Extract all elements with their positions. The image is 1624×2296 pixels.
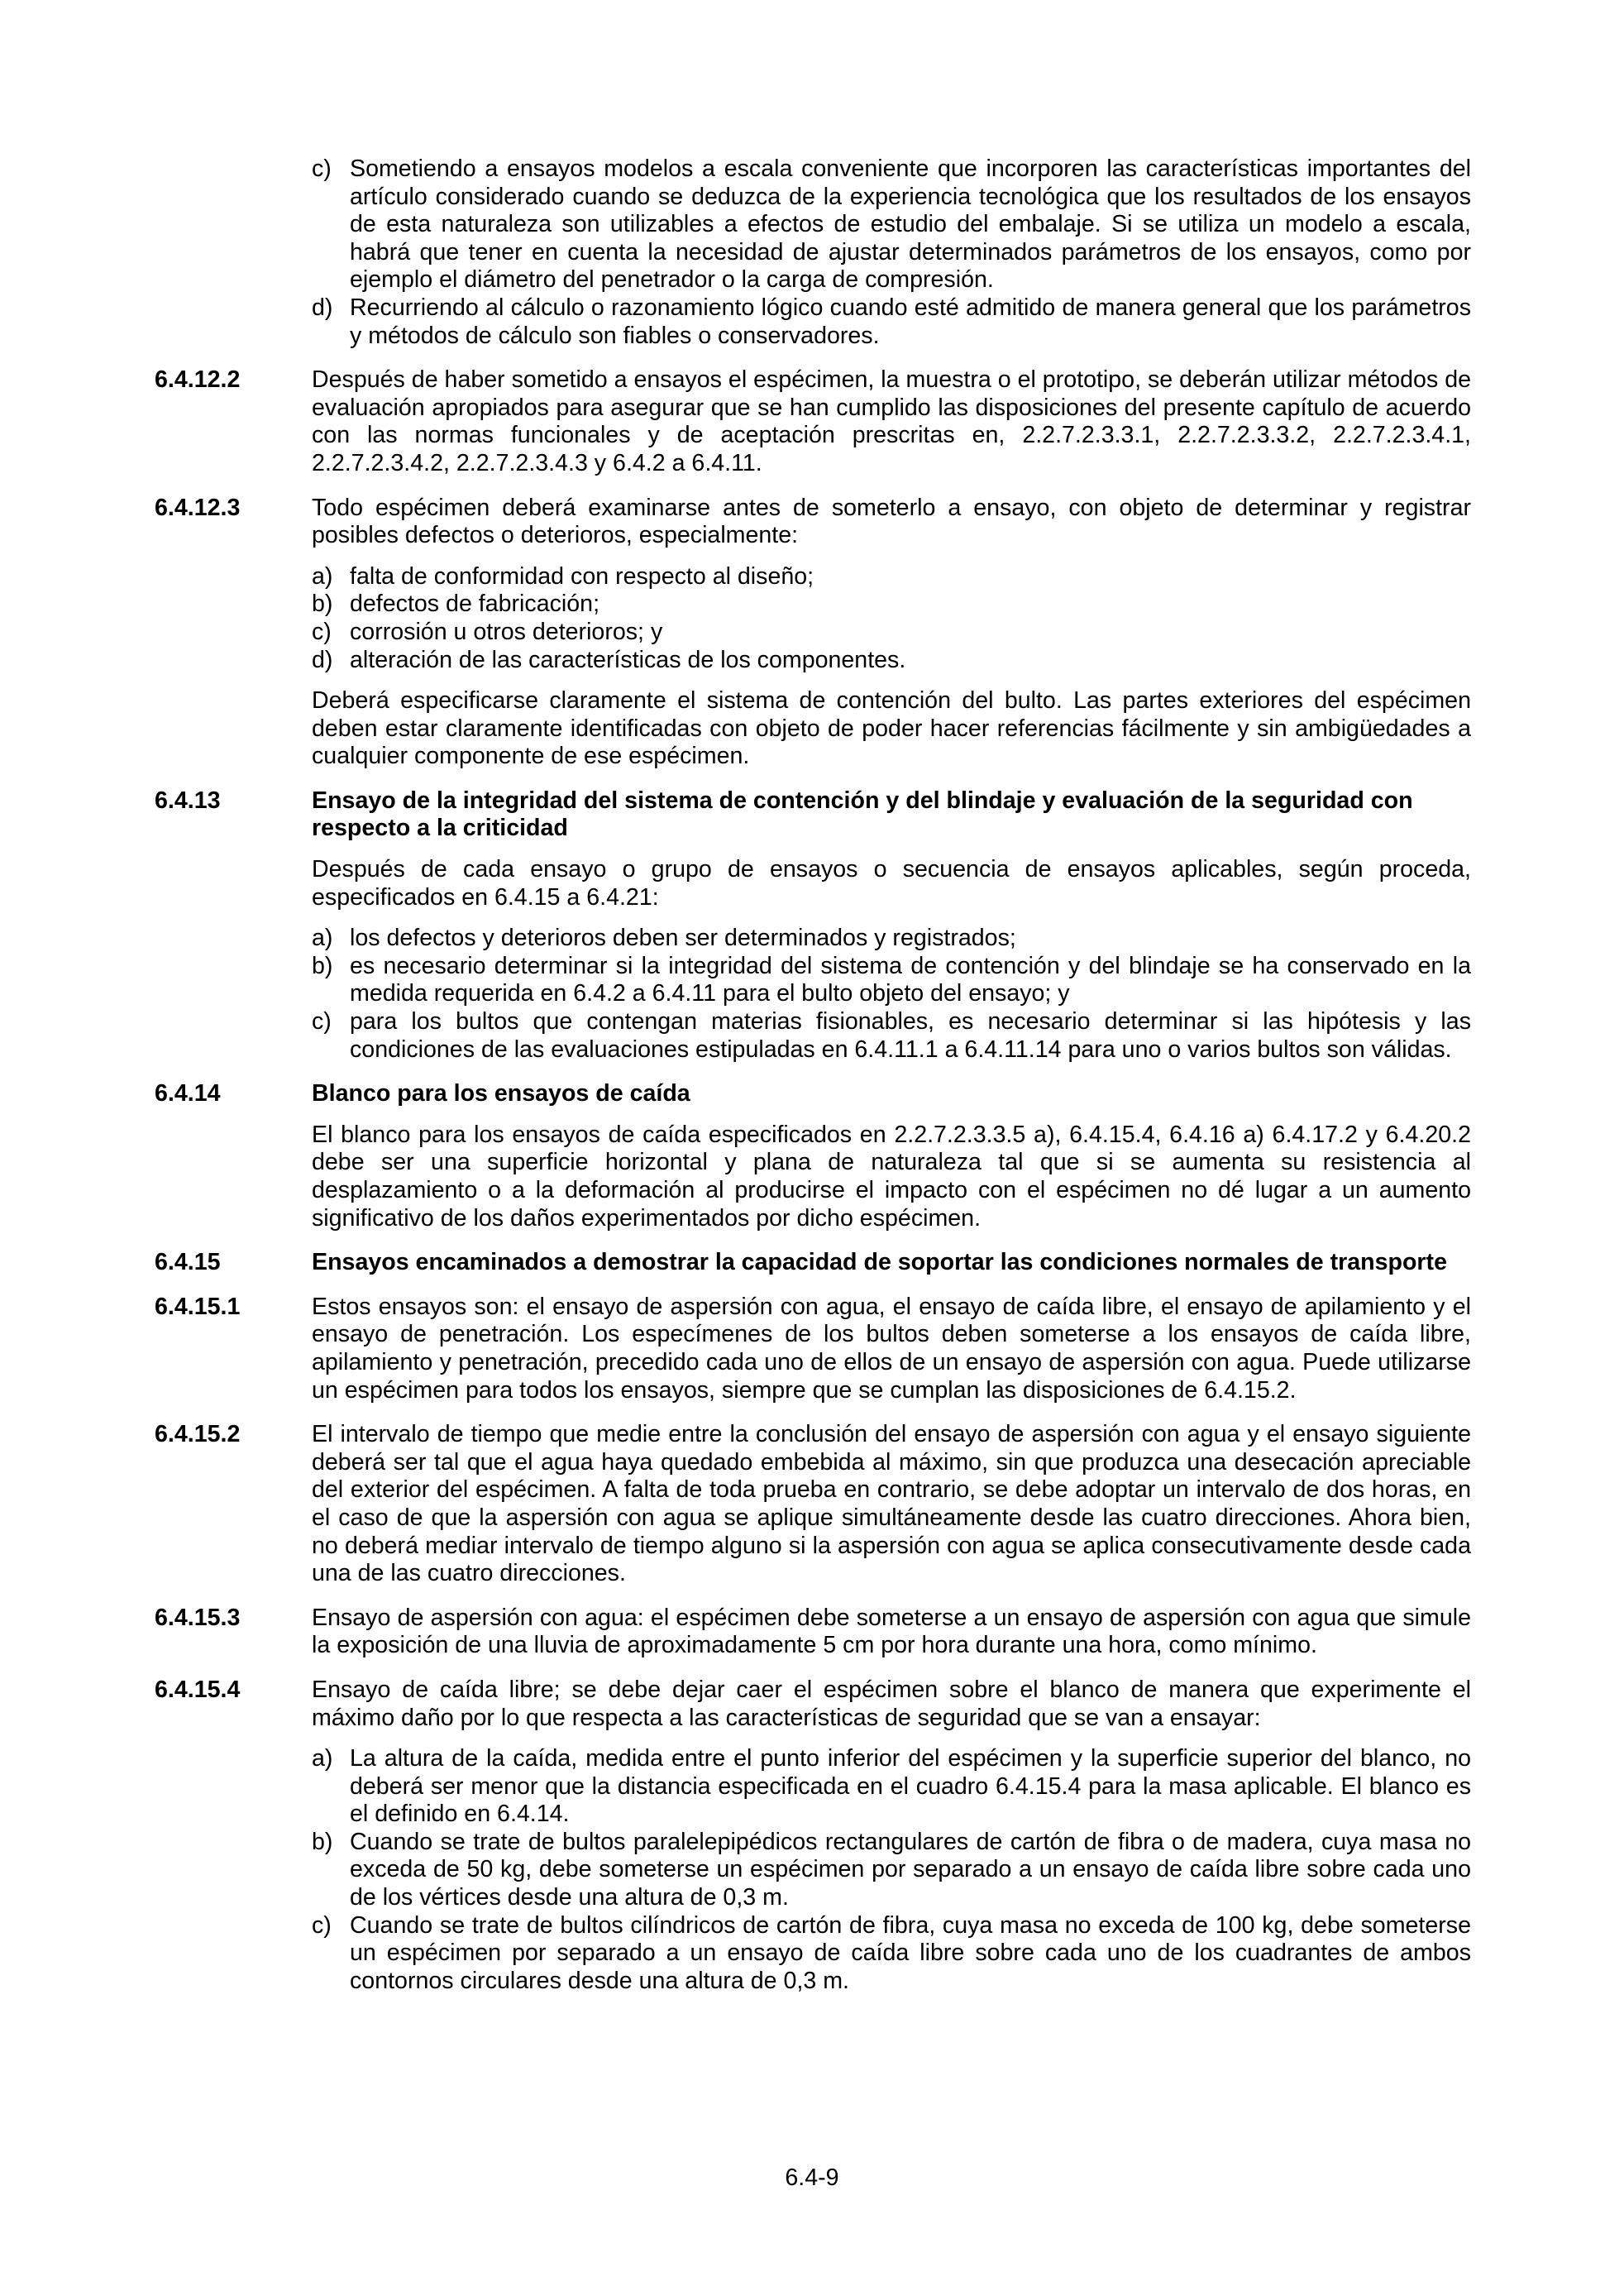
list-item [312,619,1471,647]
section-number: 6.4.12.3 [155,494,241,521]
list-item [312,1829,1471,1912]
list-item [312,647,1471,675]
list-label: c) [312,155,332,182]
list-item [312,925,1471,953]
list-label: d) [312,646,333,673]
list-item [312,591,1471,619]
section-number: 6.4.14 [155,1080,221,1107]
defects-list [312,563,1471,674]
section-6-4-12-2 [155,366,1471,477]
list-label: c) [312,1008,332,1036]
section-6-4-15 [155,1249,1471,1277]
list-label: a) [312,1745,333,1772]
drop-test-list [312,1745,1471,1995]
list-item [312,1745,1471,1829]
section-heading: Ensayo de la integridad del sistema de contención y del blindaje y evaluación de la seguridad con respecto a la criticidad [312,787,1413,842]
section-number: 6.4.15.4 [155,1676,241,1703]
list-text: falta de conformidad con respecto al diseño; [350,562,814,590]
section-text-after: Deberá especificarse claramente el sistema de contención del bulto. Las partes exteriores del espécimen deben estar claramente identificadas con objeto de poder hacer referencias fácilmente y sin ambigüedades a cualquier componente de ese espécimen. [312,687,1471,770]
section-text: Ensayo de caída libre; se debe dejar caer el espécimen sobre el blanco de manera que experimente el máximo daño por lo que respecta a las características de seguridad que se van a ensayar: [312,1676,1471,1731]
section-text: El blanco para los ensayos de caída especificados en 2.2.7.2.3.3.5 a), 6.4.15.4, 6.4.16 a) 6.4.17.2 y 6.4.20.2 debe ser una superficie horizontal y plana de naturaleza tal que si se aumenta su resistencia al desplazamiento o a la deformación al producirse el impacto con el espécimen no dé lugar a un aumento significativo de los daños experimentados por dicho espécimen. [312,1121,1471,1232]
list-label: a) [312,562,333,590]
list-label: b) [312,591,333,618]
section-6-4-15-4 [155,1677,1471,1996]
section-6-4-14 [155,1080,1471,1232]
section-6-4-13 [155,787,1471,1064]
list-text: Recurriendo al cálculo o razonamiento lógico cuando esté admitido de manera general que los parámetros y métodos de cálculo son fiables o conservadores. [350,294,1471,349]
list-text: es necesario determinar si la integridad del sistema de contención y del blindaje se ha conservado en la medida requerida en 6.4.2 a 6.4.11 para el bulto objeto del ensayo; y [350,952,1471,1007]
list-text: alteración de las características de los componentes. [350,646,906,673]
intro-list [312,155,1471,350]
list-text: defectos de fabricación; [350,591,600,618]
list-label: b) [312,952,333,979]
list-item [312,155,1471,294]
list-item [312,1008,1471,1064]
section-6-4-15-2 [155,1421,1471,1588]
list-text: corrosión u otros deterioros; y [350,618,663,645]
list-text: Cuando se trate de bultos paralelepipédicos rectangulares de cartón de fibra o de madera, cuya masa no exceda de 50 kg, debe someterse un espécimen por separado a un ensayo de caída libre sobre cada uno de los vértices desde una altura de 0,3 m. [350,1828,1471,1911]
integrity-list [312,925,1471,1064]
section-text: El intervalo de tiempo que medie entre la conclusión del ensayo de aspersión con agua y el ensayo siguiente deberá ser tal que el agua haya quedado embebida al máximo, sin que produzca una desecación apreciable del exterior del espécimen. A falta de toda prueba en contrario, se debe adoptar un intervalo de dos horas, en el caso de que la aspersión con agua se aplique simultáneamente desde las cuatro direcciones. Ahora bien, no deberá mediar intervalo de tiempo alguno si la aspersión con agua se aplica consecutivamente desde cada una de las cuatro direcciones. [312,1421,1471,1587]
section-6-4-15-3 [155,1605,1471,1660]
list-item [312,1912,1471,1996]
section-number: 6.4.15 [155,1249,221,1276]
list-text: Sometiendo a ensayos modelos a escala conveniente que incorporen las características importantes del artículo considerado cuando se deduzca de la experiencia tecnológica que los resultados de los ensayos de esta naturaleza son utilizables a efectos de estudio del embalaje. Si se utiliza un modelo a escala, habrá que tener en cuenta la necesidad de ajustar determinados parámetros de los ensayos, como por ejemplo el diámetro del penetrador o la carga de compresión. [350,155,1471,294]
section-text: Estos ensayos son: el ensayo de aspersión con agua, el ensayo de caída libre, el ensayo de apilamiento y el ensayo de penetración. Los especímenes de los bultos deben someterse a los ensayos de caída libre, apilamiento y penetración, precedido cada uno de ellos de un ensayo de aspersión con agua. Puede utilizarse un espécimen para todos los ensayos, siempre que se cumplan las disposiciones de 6.4.15.2. [312,1293,1471,1404]
list-text: para los bultos que contengan materias fisionables, es necesario determinar si las hipótesis y las condiciones de las evaluaciones estipuladas en 6.4.11.1 a 6.4.11.14 para uno o varios bultos son válidas. [350,1008,1471,1063]
section-number: 6.4.15.3 [155,1604,241,1631]
page-number: 6.4-9 [785,2164,839,2191]
list-label: d) [312,294,333,321]
section-number: 6.4.15.2 [155,1421,241,1448]
list-label: c) [312,1911,332,1939]
section-text: Todo espécimen deberá examinarse antes de someterlo a ensayo, con objeto de determinar y registrar posibles defectos o deterioros, especialmente: [312,494,1471,549]
page-content [155,155,1471,1995]
section-number: 6.4.12.2 [155,366,241,394]
intro-list-block [155,155,1471,350]
list-label: b) [312,1828,333,1855]
section-6-4-12-3 [155,495,1471,771]
section-text: Ensayo de aspersión con agua: el espécimen debe someterse a un ensayo de aspersión con agua que simule la exposición de una lluvia de aproximadamente 5 cm por hora durante una hora, como mínimo. [312,1604,1471,1659]
list-text: los defectos y deterioros deben ser determinados y registrados; [350,925,1016,952]
list-label: a) [312,925,333,952]
list-item [312,294,1471,350]
section-6-4-15-1 [155,1294,1471,1404]
list-text: Cuando se trate de bultos cilíndricos de cartón de fibra, cuya masa no exceda de 100 kg, debe someterse un espécimen por separado a un ensayo de caída libre sobre cada uno de los cuadrantes de ambos contornos circulares desde una altura de 0,3 m. [350,1911,1471,1994]
section-text: Después de cada ensayo o grupo de ensayos o secuencia de ensayos aplicables, según proceda, especificados en 6.4.15 a 6.4.21: [312,856,1471,911]
list-item [312,563,1471,591]
section-text: Después de haber sometido a ensayos el espécimen, la muestra o el prototipo, se deberán utilizar métodos de evaluación apropiados para asegurar que se han cumplido las disposiciones del presente capítulo de acuerdo con las normas funcionales y de aceptación prescritas en, 2.2.7.2.3.3.1, 2.2.7.2.3.3.2, 2.2.7.2.3.4.1, 2.2.7.2.3.4.2, 2.2.7.2.3.4.3 y 6.4.2 a 6.4.11. [312,366,1471,476]
section-heading: Ensayos encaminados a demostrar la capacidad de soportar las condiciones normales de transporte [312,1249,1447,1276]
list-item [312,953,1471,1008]
list-text: La altura de la caída, medida entre el punto inferior del espécimen y la superficie superior del blanco, no deberá ser menor que la distancia especificada en el cuadro 6.4.15.4 para la masa aplicable. El blanco es el definido en 6.4.14. [350,1745,1471,1828]
list-label: c) [312,618,332,645]
section-number: 6.4.13 [155,787,221,814]
section-number: 6.4.15.1 [155,1293,241,1320]
section-heading: Blanco para los ensayos de caída [312,1080,690,1107]
